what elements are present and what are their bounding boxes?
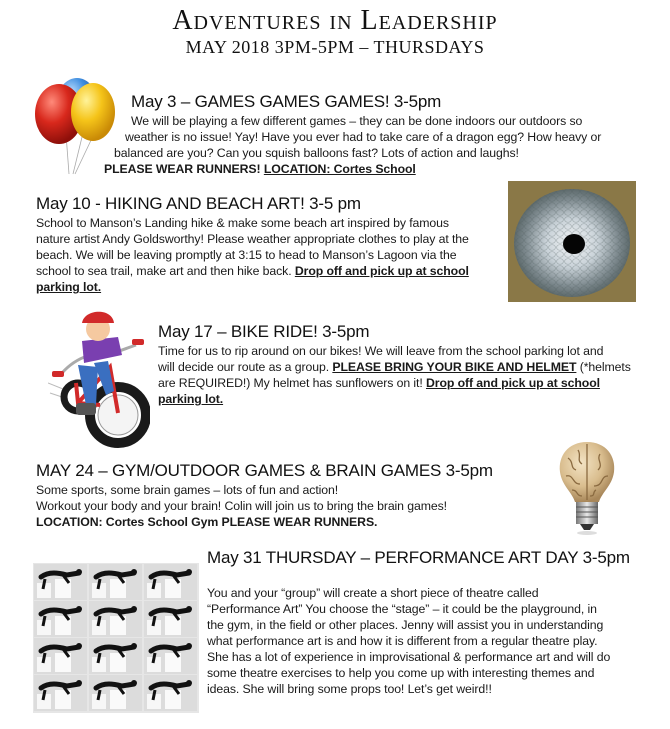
dropoff-note: parking lot. <box>36 280 102 294</box>
event-text-line: what performance art is and how it is different from a regular theatre play. <box>207 634 598 648</box>
event-text-line: (*helmets <box>579 360 631 374</box>
event-text-line: beach. We will be leaving promptly at 3:15 to head to Manson’s Lagoon via the <box>36 248 457 262</box>
event-text-line: Time for us to rip around on our bikes! We will leave from the school parking lot and <box>158 344 604 358</box>
page-title: Adventures in Leadership <box>172 5 498 36</box>
event-text-line: You and your “group” will create a short piece of theatre called <box>207 586 539 600</box>
event-description <box>36 215 469 295</box>
performance-art-photo-grid-icon <box>33 563 199 713</box>
event-description <box>158 343 631 407</box>
event-text-line: some theatre exercises to help you come up with interesting themes and <box>207 666 595 680</box>
event-heading: May 3 – GAMES GAMES GAMES! 3-5pm <box>131 92 442 111</box>
event-heading: May 17 – BIKE RIDE! 3-5pm <box>158 322 370 341</box>
event-text-line: balanced are you? Can you squish balloons fast? Lots of action and laughs! <box>114 146 519 160</box>
event-description <box>104 113 602 177</box>
event-text-line: School to Manson’s Landing hike & make some beach art inspired by famous <box>36 216 449 230</box>
event-text-line: Workout your body and your brain! Colin will join us to bring the brain games! <box>36 499 447 513</box>
bike-helmet-notice: PLEASE BRING YOUR BIKE AND HELMET <box>332 360 577 374</box>
event-text-line: She has a lot of experience in improvisational & performance art and will do <box>207 650 611 664</box>
event-text-line: will decide our route as a group. <box>158 360 330 374</box>
event-description <box>207 585 610 697</box>
event-text-line: the gym, in the field or other places. Jenny will assist you in understanding <box>207 618 604 632</box>
event-text-line: school to sea trail, make art and then hike back. <box>36 264 292 278</box>
page-subtitle: MAY 2018 3PM-5PM – THURSDAYS <box>185 37 485 57</box>
location-note: LOCATION: Cortes School Gym PLEASE WEAR RUNNERS. <box>36 515 378 529</box>
stone-circle-art-icon <box>508 181 636 302</box>
kid-on-bike-icon <box>48 305 150 457</box>
dropoff-note: Drop off and pick up at school <box>294 264 469 278</box>
event-text-line: nature artist Andy Goldsworthy! Please weather appropriate clothes to play at the <box>36 232 469 246</box>
event-text-line: are REQUIRED!) My helmet has sunflowers on it! <box>158 376 423 390</box>
event-text-line: weather is no issue! Yay! Have you ever had to take care of a dragon egg? How heavy or <box>125 130 602 144</box>
dropoff-note: Drop off and pick up at school <box>425 376 600 390</box>
brain-lightbulb-icon <box>556 440 618 536</box>
event-description <box>36 482 447 530</box>
event-text-line: ideas. She will bring some props too! Let’s get weird!! <box>207 682 492 696</box>
event-text-line: “Performance Art” You choose the “stage” – it could be the playground, in <box>207 602 597 616</box>
event-text-line: Some sports, some brain games – lots of fun and action! <box>36 483 339 497</box>
dropoff-note: parking lot. <box>158 392 224 406</box>
event-heading: May 10 - HIKING AND BEACH ART! 3-5 pm <box>36 194 361 213</box>
event-heading: MAY 24 – GYM/OUTDOOR GAMES & BRAIN GAMES 3-5pm <box>36 461 493 480</box>
location-link: LOCATION: Cortes School <box>263 162 416 176</box>
runners-notice: PLEASE WEAR RUNNERS! <box>104 162 261 176</box>
event-heading: May 31 THURSDAY – PERFORMANCE ART DAY 3-5pm <box>207 548 630 567</box>
event-text-line: We will be playing a few different games – they can be done indoors our outdoors so <box>131 114 583 128</box>
